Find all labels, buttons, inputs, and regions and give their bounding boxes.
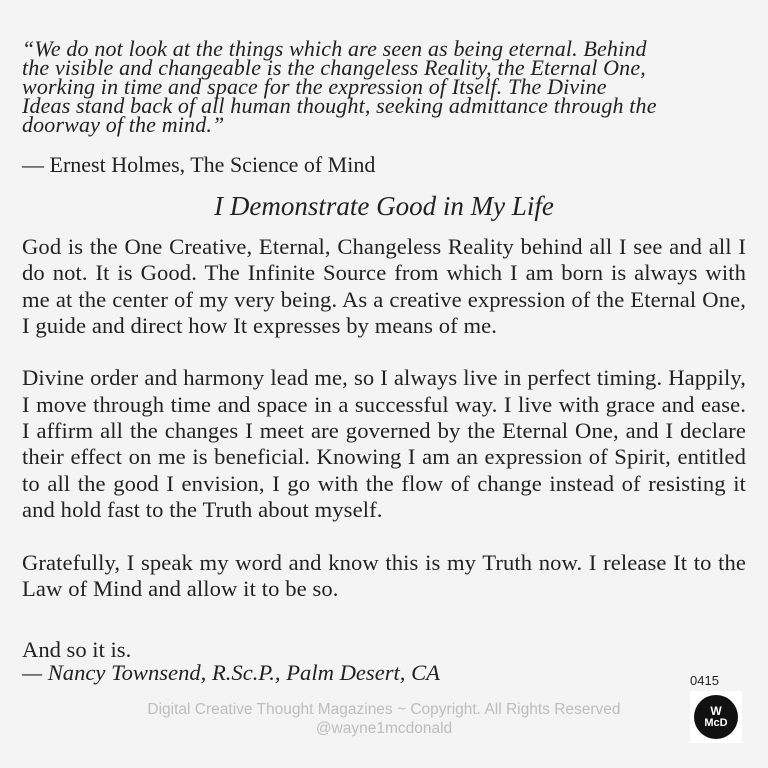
quote-line: working in time and space for the expression of Itself. The Divine: [22, 74, 607, 99]
closing-line: And so it is.: [22, 637, 132, 662]
quote-attribution: — Ernest Holmes, The Science of Mind: [22, 152, 376, 177]
paragraph: Divine order and harmony lead me, so I always live in perfect timing. Happily, I move through time and space in a successful way. I live with grace and ease. I affirm all the changes I meet are governed by the Eternal One, and I declare their effect on me is beneficial. Knowing I am an expression of Spirit, entitled to all the good I envision, I go with the flow of change instead of resisting it and hold fast to the Truth about myself.: [22, 365, 746, 522]
copyright-text: Digital Creative Thought Magazines ~ Copyright. All Rights Reserved: [147, 701, 621, 718]
wmcd-logo: [690, 691, 742, 743]
opening-quote: [22, 36, 750, 137]
quote-line: doorway of the mind.”: [22, 112, 225, 137]
page-title: I Demonstrate Good in My Life: [214, 191, 554, 221]
paragraph: God is the One Creative, Eternal, Changeless Reality behind all I see and all I do not. It is Good. The Infinite Source from which I am born is always with me at the center of my very being. As a creative expression of the Eternal One, I guide and direct how It expresses by means of me.: [22, 234, 746, 338]
issue-code: 0415: [690, 673, 719, 688]
paragraph: Gratefully, I speak my word and know this is my Truth now. I release It to the Law of Mind and allow it to be so.: [22, 549, 746, 601]
logo-text: McD: [704, 717, 728, 729]
author-signature: — Nancy Townsend, R.Sc.P., Palm Desert, CA: [22, 660, 440, 685]
quote-line: Ideas stand back of all human thought, seeking admittance through the: [22, 93, 657, 118]
logo-badge: [694, 695, 738, 739]
affirmation-body: [22, 234, 746, 602]
copyright-notice: [0, 700, 768, 738]
quote-line: the visible and changeable is the changeless Reality, the Eternal One,: [22, 55, 646, 80]
social-handle: @wayne1mcdonald: [315, 720, 453, 737]
quote-line: “We do not look at the things which are seen as being eternal. Behind: [22, 36, 647, 61]
logo-text: W: [710, 704, 722, 718]
